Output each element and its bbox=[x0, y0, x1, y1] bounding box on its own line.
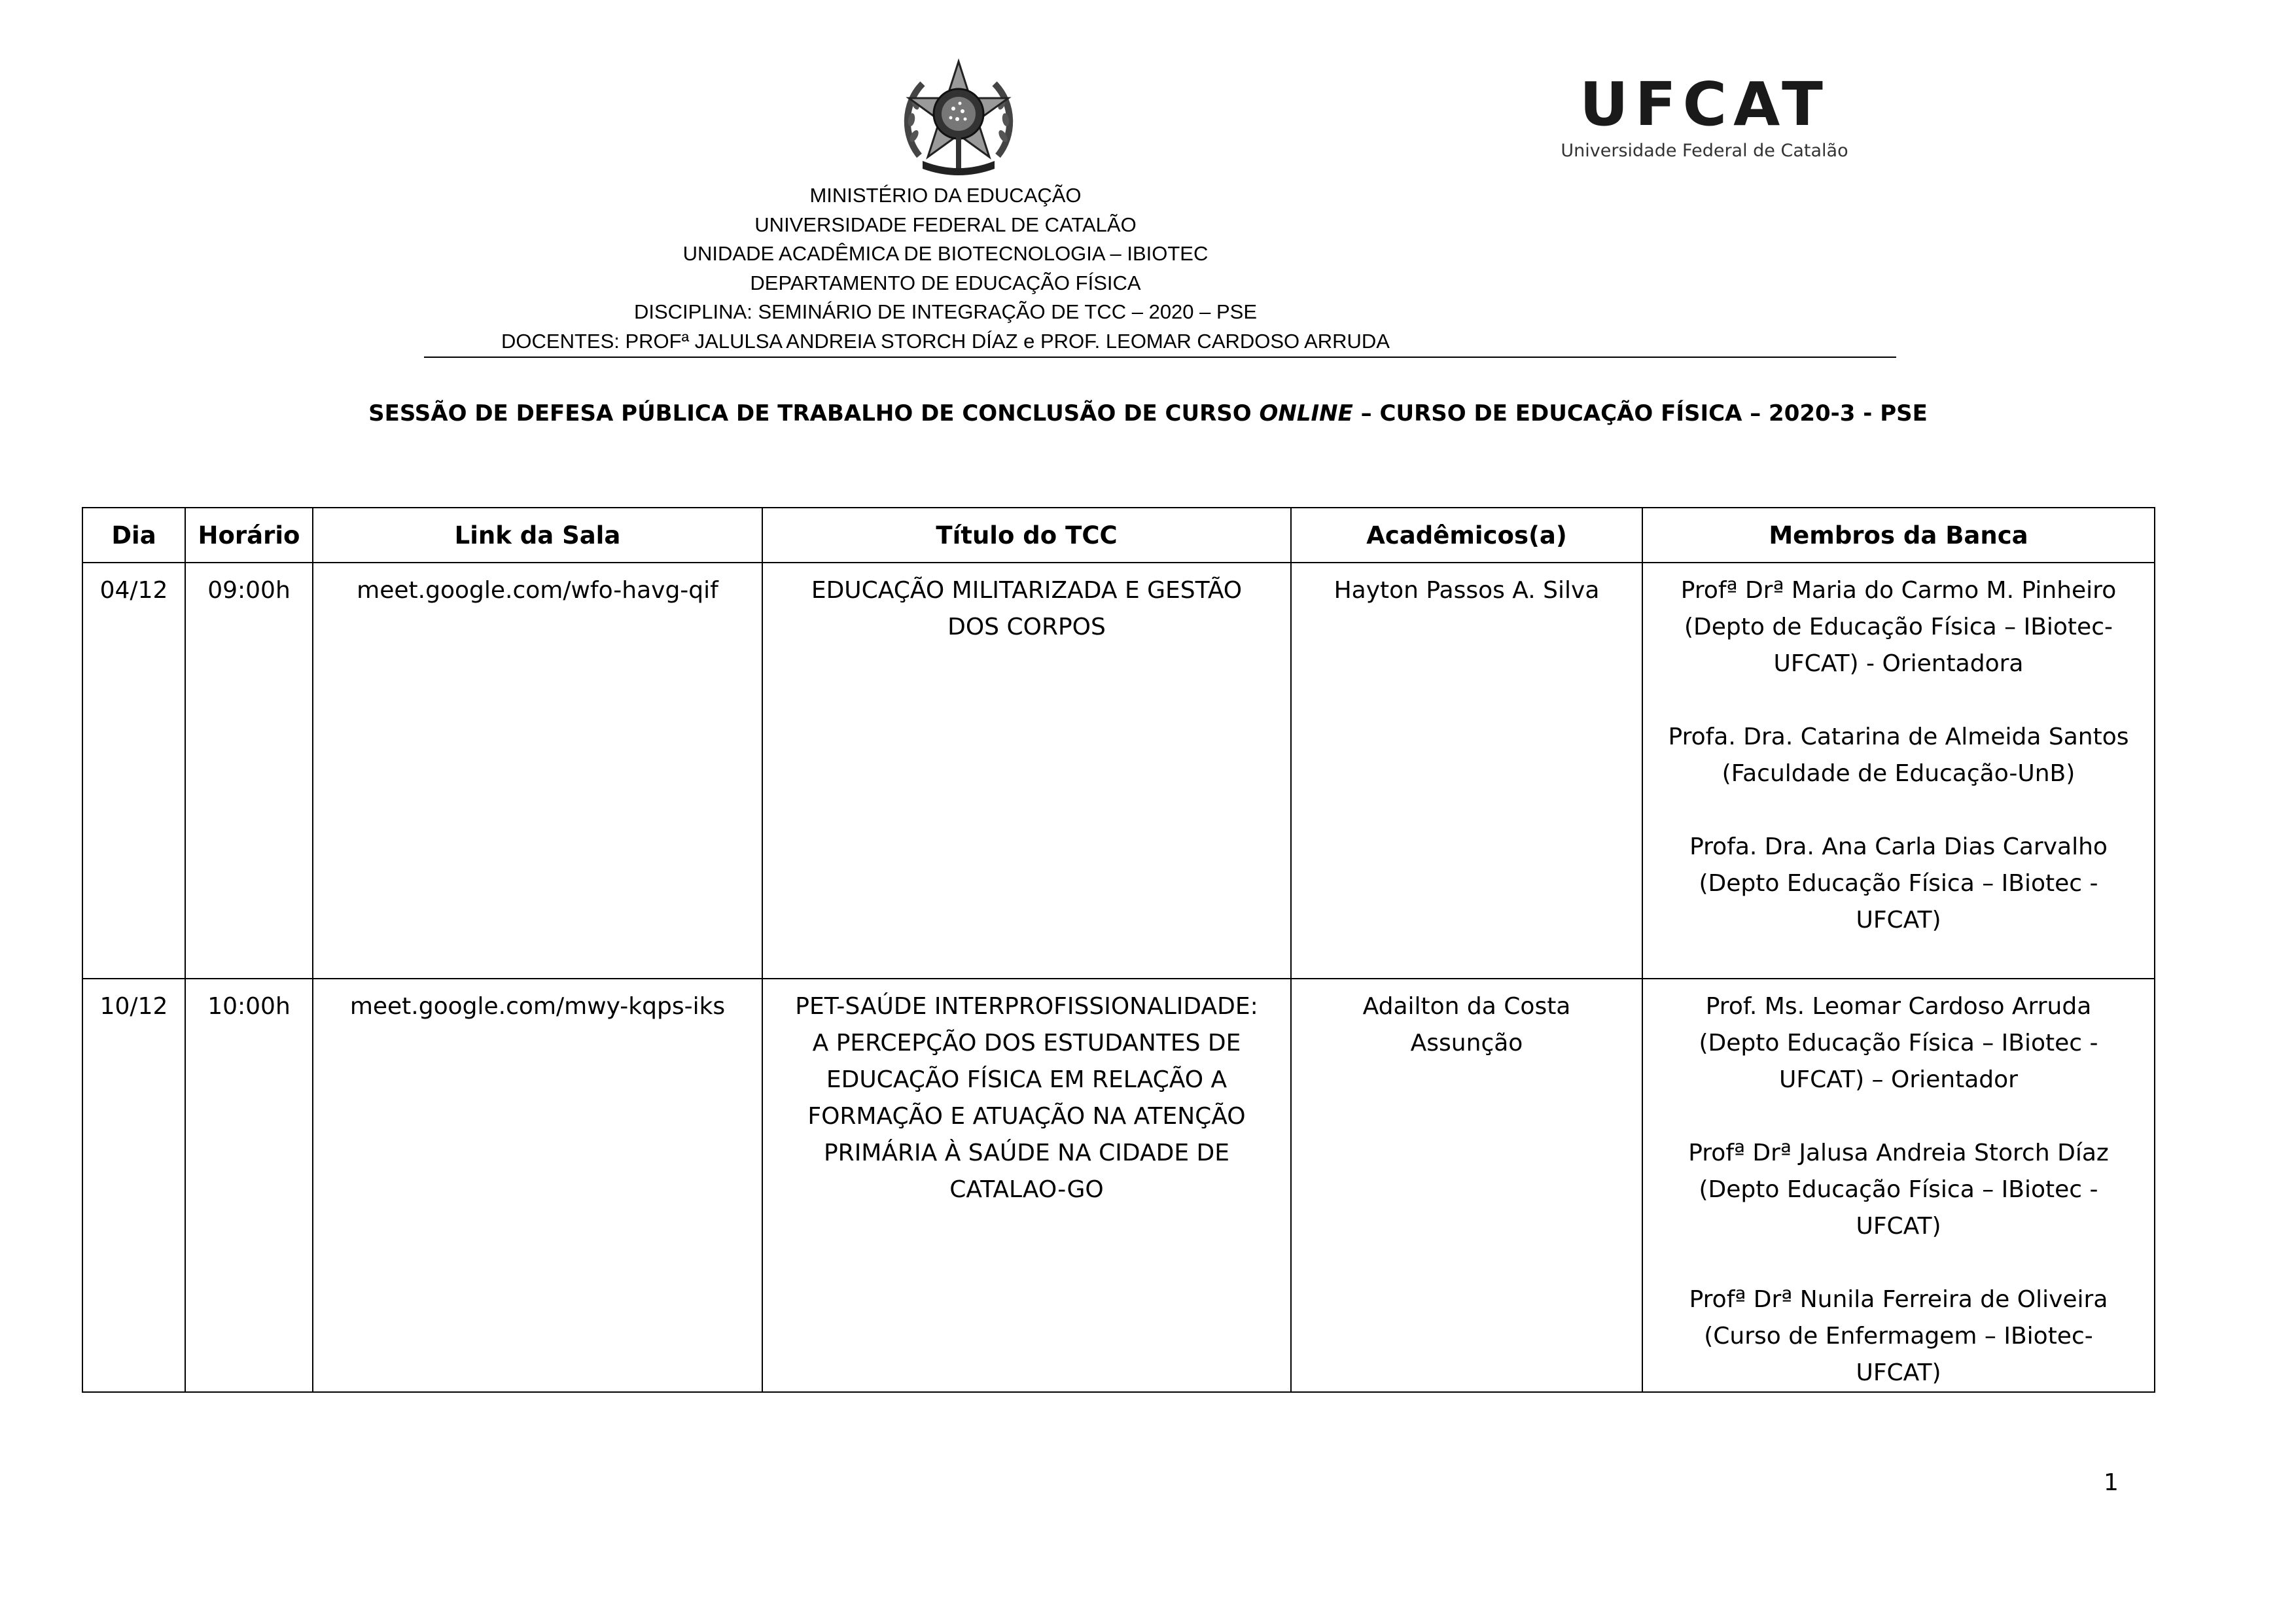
cell-horario: 09:00h bbox=[185, 563, 313, 979]
committee-member: Prof. Ms. Leomar Cardoso Arruda (Depto Educação Física – IBiotec - UFCAT) – Orientador bbox=[1699, 993, 2098, 1093]
committee-member: Profª Drª Nunila Ferreira de Oliveira (Curso de Enfermagem – IBiotec- UFCAT) bbox=[1689, 1286, 2108, 1386]
column-header-academicos: Acadêmicos(a) bbox=[1291, 508, 1642, 563]
title-part-2: – CURSO DE EDUCAÇÃO FÍSICA – 2020-3 - PSE bbox=[1352, 400, 1928, 427]
cell-banca bbox=[1642, 979, 2155, 1392]
title-online: ONLINE bbox=[1259, 400, 1353, 427]
ufcat-logo bbox=[1541, 69, 1868, 162]
brazil-coat-of-arms-icon bbox=[900, 58, 1017, 179]
table-header-row bbox=[82, 508, 2155, 563]
letterhead-line-teachers: DOCENTES: PROFª JALULSA ANDREIA STORCH DÍAZ e PROF. LEOMAR CARDOSO ARRUDA bbox=[501, 329, 1390, 353]
page-number: 1 bbox=[2104, 1469, 2119, 1496]
document-title bbox=[79, 395, 2217, 432]
table-row bbox=[82, 563, 2155, 979]
title-part-1: SESSÃO DE DEFESA PÚBLICA DE TRABALHO DE CONCLUSÃO DE CURSO bbox=[368, 400, 1260, 427]
cell-titulo bbox=[762, 563, 1291, 979]
cell-academico bbox=[1291, 979, 1642, 1392]
tcc-title: PET-SAÚDE INTERPROFISSIONALIDADE: A PERCEPÇÃO DOS ESTUDANTES DE EDUCAÇÃO FÍSICA EM RELAÇÃO A FORMAÇÃO E ATUAÇÃO NA ATENÇÃO PRIMÁRIA À SAÚDE NA CIDADE DE CATALAO-GO bbox=[795, 993, 1258, 1203]
letterhead bbox=[425, 181, 1466, 356]
cell-link bbox=[313, 979, 762, 1392]
letterhead-line-ministry: MINISTÉRIO DA EDUCAÇÃO bbox=[809, 184, 1082, 207]
letterhead-line-department: DEPARTAMENTO DE EDUCAÇÃO FÍSICA bbox=[750, 271, 1141, 294]
student-name: Adailton da Costa Assunção bbox=[1362, 993, 1571, 1056]
committee-member: Profª Drª Jalusa Andreia Storch Díaz (Depto Educação Física – IBiotec - UFCAT) bbox=[1688, 1140, 2109, 1240]
cell-banca bbox=[1642, 563, 2155, 979]
cell-link bbox=[313, 563, 762, 979]
header-divider bbox=[424, 357, 1896, 358]
logo-name: UFCAT bbox=[1580, 69, 1829, 139]
column-header-link: Link da Sala bbox=[313, 508, 762, 563]
table-row bbox=[82, 979, 2155, 1392]
meeting-link[interactable]: meet.google.com/mwy-kqps-iks bbox=[349, 993, 726, 1020]
student-name: Hayton Passos A. Silva bbox=[1333, 577, 1600, 604]
letterhead-line-unit: UNIDADE ACADÊMICA DE BIOTECNOLOGIA – IBIOTEC bbox=[682, 242, 1209, 265]
cell-titulo bbox=[762, 979, 1291, 1392]
tcc-title: EDUCAÇÃO MILITARIZADA E GESTÃO DOS CORPOS bbox=[811, 577, 1243, 640]
letterhead-line-university: UNIVERSIDADE FEDERAL DE CATALÃO bbox=[754, 213, 1137, 236]
column-header-titulo: Título do TCC bbox=[762, 508, 1291, 563]
cell-horario: 10:00h bbox=[185, 979, 313, 1392]
committee-member: Profª Drª Maria do Carmo M. Pinheiro (Depto de Educação Física – IBiotec- UFCAT) - Orientadora bbox=[1680, 577, 2117, 677]
cell-academico bbox=[1291, 563, 1642, 979]
column-header-horario: Horário bbox=[185, 508, 313, 563]
letterhead-line-discipline: DISCIPLINA: SEMINÁRIO DE INTEGRAÇÃO DE TCC – 2020 – PSE bbox=[633, 300, 1258, 323]
column-header-dia: Dia bbox=[82, 508, 185, 563]
logo-subtitle: Universidade Federal de Catalão bbox=[1561, 141, 1848, 161]
cell-dia: 10/12 bbox=[82, 979, 185, 1392]
column-header-banca: Membros da Banca bbox=[1642, 508, 2155, 563]
meeting-link[interactable]: meet.google.com/wfo-havg-qif bbox=[357, 577, 718, 604]
committee-member: Profa. Dra. Ana Carla Dias Carvalho (Depto Educação Física – IBiotec - UFCAT) bbox=[1689, 833, 2108, 934]
committee-member: Profa. Dra. Catarina de Almeida Santos (Faculdade de Educação-UnB) bbox=[1668, 724, 2129, 787]
cell-dia: 04/12 bbox=[82, 563, 185, 979]
defense-schedule-table bbox=[82, 507, 2155, 1393]
